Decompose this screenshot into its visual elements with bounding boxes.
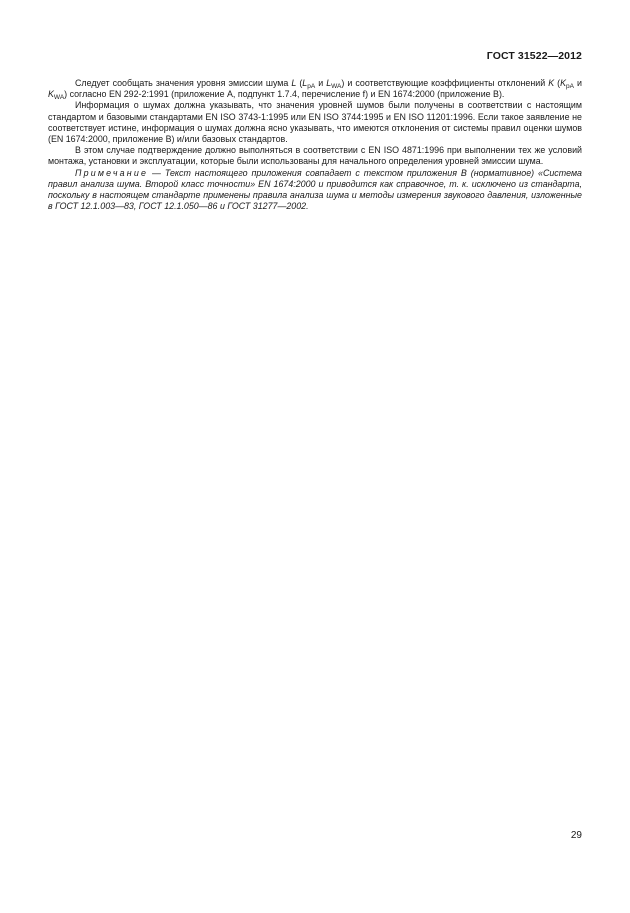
page-number: 29 (570, 830, 582, 841)
note-paragraph (48, 168, 582, 213)
paragraph-noise-information: Информация о шумах должна указывать, что значения уровней шумов были получены в соответствии с настоящим стандартом и базовыми стандартами EN ISO 3743-1:1995 или EN ISO 3744:1995 и EN ISO 11201:1996. Если такое заявление не соответствует истине, информация о шумах должна ясно указывать, что имеются отклонения от системы правил оценки шумов (EN 1674:2000, приложение В) и/или базовых стандартов. (48, 100, 582, 145)
note-label: Примечание (75, 167, 149, 178)
paragraph-verification: В этом случае подтверждение должно выполняться в соответствии с EN ISO 4871:1996 при выполнении тех же условий монтажа, установки и эксплуатации, которые были использованы для начального определения уровней эмиссии шума. (48, 145, 582, 167)
standard-header: ГОСТ 31522—2012 (486, 50, 582, 62)
document-body (48, 78, 582, 212)
paragraph-noise-emission-reporting: Следует сообщать значения уровня эмиссии шума L ($L_{pA}$ и $L_{WA}$) и соответствующие коэффициенты отклонений K ($K_{pA}$ и $K_{WA}$) согласно EN 292-2:1991 (приложение А, подпункт 1.7.4, перечисление f) и EN 1674:2000 (приложение В). (48, 78, 582, 102)
note-text: — Текст настоящего приложения совпадает с текстом приложения В (нормативное) «Система правил анализа шума. Второй класс точности» EN 1674:2000 и приводится как справочное, т. к. исключено из стандарта, поскольку в настоящем стандарте применены правила анализа шума и методы измерения звукового давления, изложенные в ГОСТ 12.1.003—83, ГОСТ 12.1.050—86 и ГОСТ 31277—2002. (48, 167, 582, 212)
